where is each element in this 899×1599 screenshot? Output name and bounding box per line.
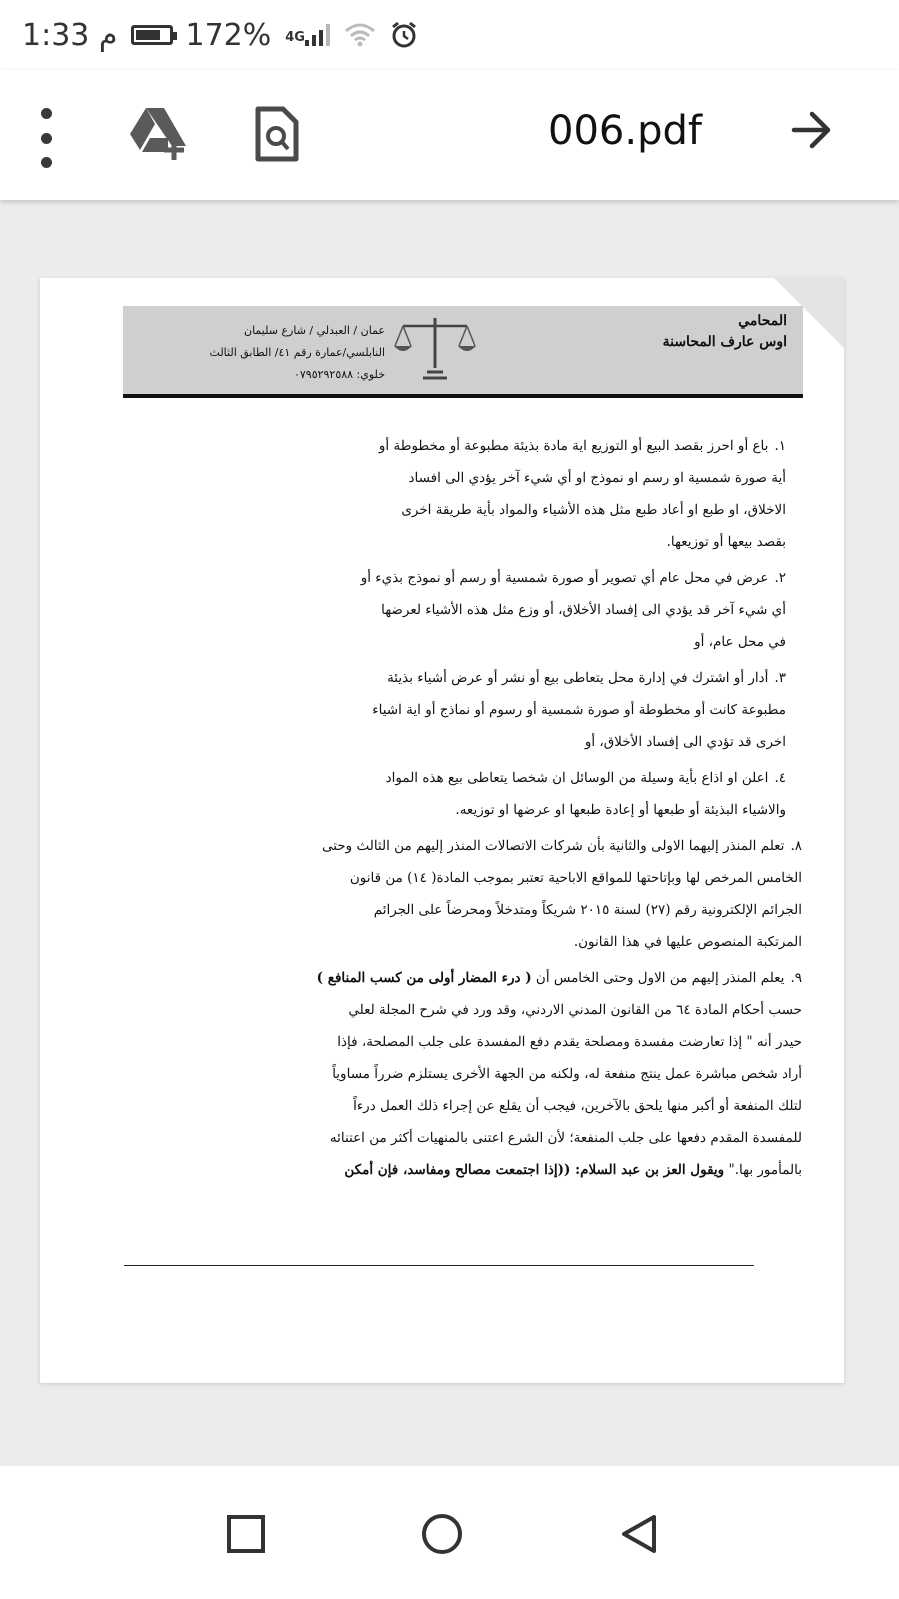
sub-item-4 (128, 762, 802, 826)
home-icon[interactable] (420, 1512, 464, 1560)
sub-item-2 (128, 562, 802, 658)
document-body (128, 430, 802, 1190)
arrow-forward-icon[interactable] (790, 110, 834, 154)
text-line: باع أو احرز بقصد البيع أو التوزيع اية مادة بذيئة مطبوعة أو مخطوطة أو (378, 438, 769, 454)
text-line: الجرائم الإلكترونية رقم (٢٧) لسنة ٢٠١٥ شريكاً ومتدخلاً ومحرضاً على الجرائم (373, 902, 802, 918)
add-to-drive-icon[interactable] (128, 106, 192, 166)
text-line: للمفسدة المقدم دفعها على جلب المنفعة؛ لأن الشرع اعتنى بالمنهيات أكثر من اعتنائه (329, 1130, 802, 1146)
clock: 1:33 م (22, 17, 118, 53)
text-line: يعلم المنذر إليهم من الاول وحتى الخامس أن (535, 970, 785, 986)
text-line: تعلم المنذر إليهما الاولى والثانية بأن شركات الاتصالات المنذر إليهم من الثالث وحتى (321, 838, 785, 854)
status-bar (0, 0, 899, 70)
item-number: ١. (774, 438, 786, 454)
recent-apps-icon[interactable] (226, 1514, 266, 1558)
text-line: اعلن او اذاع بأية وسيلة من الوسائل ان شخصا يتعاطى بيع هذه المواد (385, 770, 769, 786)
signal-indicator (285, 24, 330, 46)
text-line: أدار أو اشترك في إدارة محل يتعاطى بيع أو نشر أو عرض أشياء بذيئة (387, 670, 769, 686)
text-line: في محل عام، أو (694, 634, 786, 650)
text-line: الاخلاق، او طبع او أعاد طبع مثل هذه الأشياء والمواد بأية طريقة اخرى (401, 502, 786, 518)
text-line: الخامس المرخص لها وبإتاحتها للمواقع الاباحية تعتبر بموجب المادة( ١٤) من قانون (349, 870, 802, 886)
text-line: بالمأمور بها." (728, 1162, 802, 1178)
letterhead (123, 306, 803, 398)
signal-icon (305, 24, 330, 46)
item-number: ٣. (774, 670, 786, 686)
more-vert-icon[interactable] (40, 108, 52, 168)
item-number: ٤. (774, 770, 786, 786)
text-line: والاشياء البذيئة أو طبعها أو إعادة طبعها او عرضها او توزيعه. (455, 802, 786, 818)
letterhead-lawyer-name: اوس عارف المحاسنة (662, 334, 787, 350)
letterhead-name-block (663, 310, 787, 352)
pdf-page[interactable] (40, 278, 844, 1383)
text-line: عرض في محل عام أي تصوير أو صورة شمسية أو رسم أو نموذج بذيء أو (360, 570, 769, 586)
item-number: ٩. (790, 970, 802, 986)
system-nav-bar (0, 1466, 899, 1599)
scales-of-justice-icon (393, 314, 477, 386)
text-line: أية صورة شمسية او رسم او نموذج او أي شيء آخر يؤدي الى افساد (408, 470, 786, 486)
text-line: حيدر أنه " إذا تعارضت مفسدة ومصلحة يقدم دفع المفسدة على جلب المصلحة، فإذا (337, 1034, 802, 1050)
phone-number: خلوي: ٠٧٩٥٢٩٢٥٨٨ (293, 368, 385, 381)
battery-icon (131, 25, 173, 45)
text-line: مطبوعة كانت أو مخطوطة أو صورة شمسية أو رسوم أو نماذج أو اية اشياء (372, 702, 786, 718)
text-line: بقصد بيعها أو توزيعها. (666, 534, 786, 550)
item-8 (128, 830, 802, 958)
battery-percent: 172% (185, 17, 272, 53)
alarm-icon (390, 21, 418, 49)
bold-phrase: ( درء المضار أولى من كسب المنافع ) (316, 970, 532, 986)
bold-phrase: ويقول العز بن عبد السلام: ((إذا اجتمعت مصالح ومفاسد، فإن أمكن (344, 1162, 725, 1178)
preview-icon[interactable] (255, 106, 299, 166)
back-icon[interactable] (620, 1514, 660, 1558)
network-type: 4G (285, 30, 305, 45)
text-line: أي شيء آخر قد يؤدي الى إفساد الأخلاق، أو وزع مثل هذه الأشياء لعرضها (381, 602, 786, 618)
text-line: المرتكبة المنصوص عليها في هذا القانون. (573, 934, 802, 950)
wifi-icon (344, 23, 376, 47)
text-line: اخرى قد تؤدي الى إفساد الأخلاق، أو (584, 734, 786, 750)
letterhead-title: المحامي (738, 313, 787, 329)
item-9 (128, 962, 802, 1186)
sub-item-3 (128, 662, 802, 758)
text-line: أراد شخص مباشرة عمل ينتج منفعة له، ولكنه من الجهة الأخرى يستلزم ضرراً مساوياً (332, 1066, 802, 1082)
battery-indicator (131, 18, 271, 53)
address-line-1: عمان / العبدلي / شارع سليمان (244, 324, 385, 337)
address-line-2: النابلسي/عمارة رقم ٤١/ الطابق الثالث (209, 346, 385, 359)
letterhead-address (185, 320, 385, 386)
text-line: حسب أحكام المادة ٦٤ من القانون المدني الاردني، وقد ورد في شرح المجلة لعلي (348, 1002, 802, 1018)
text-line: لتلك المنفعة أو أكبر منها يلحق بالآخرين، فيجب أن يقلع عن إجراء ذلك العمل درءاً (353, 1098, 802, 1114)
item-number: ٢. (774, 570, 786, 586)
sub-item-1 (128, 430, 802, 558)
item-number: ٨. (790, 838, 802, 854)
document-title: 006.pdf (548, 108, 702, 154)
footer-rule (124, 1265, 754, 1266)
pdf-viewer-toolbar (0, 70, 899, 200)
